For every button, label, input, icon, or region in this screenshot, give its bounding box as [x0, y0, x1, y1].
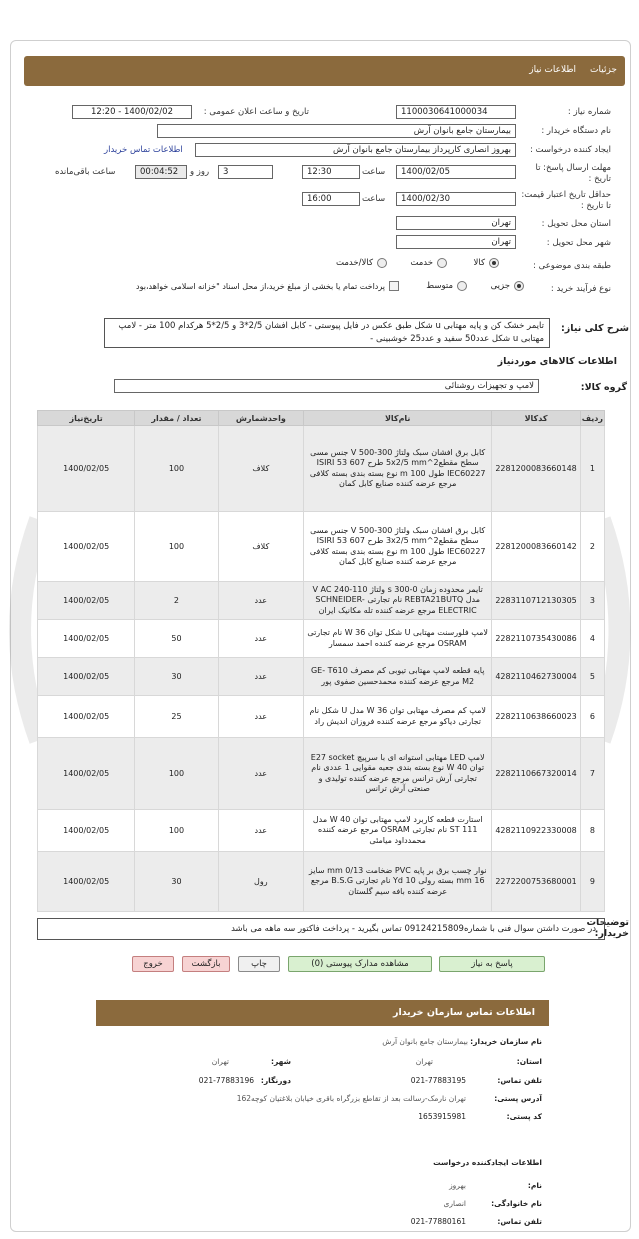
cell-qty: 25 [135, 696, 218, 738]
requester-label: ایجاد کننده درخواست : [529, 145, 611, 155]
radio-icon[interactable] [437, 258, 447, 268]
cell-code: 2281200083660148 [492, 426, 580, 512]
cell-name: کابل برق افشان سبک ولتاژ 300-500 V جنس مسی سطح مقطع5x2/5 mm^2 طرح 607 ISIRI 53 IEC60227 طول 100 m نوع بسته بندی بسته کلافی مرجع عرضه کننده صنایع کابل کمان [304, 426, 492, 512]
reply-time-label: ساعت [362, 167, 386, 177]
cell-unit: عدد [218, 738, 304, 810]
cat-goods-option[interactable]: کالا [474, 258, 499, 268]
cell-code: 4282110462730004 [492, 658, 580, 696]
cat-service-option[interactable]: خدمت [410, 258, 447, 268]
category-label: طبقه بندی موضوعی : [533, 261, 611, 271]
creator-phone-label: تلفن تماس: [497, 1217, 542, 1226]
cat-both-option[interactable]: کالا/خدمت [336, 258, 387, 268]
group-field: لامپ و تجهیزات روشنائی [114, 379, 539, 393]
cell-date: 1400/02/05 [38, 658, 135, 696]
creator-family-value: انصاری [443, 1199, 466, 1208]
cell-code: 2283110712130305 [492, 582, 580, 620]
items-table [37, 410, 605, 912]
proc-partial-option[interactable]: جزیی [491, 281, 524, 291]
cell-name: تایمر محدوده زمان 0-300 s ولتاژ 110-240 V AC مدل REBTA21BUTQ نام تجارتی SCHNEIDER- ELECTRIC مرجع عرضه کننده تله مکانیک ایران [304, 582, 492, 620]
table-row [38, 738, 605, 810]
creator-name-label: نام: [527, 1181, 542, 1190]
col-date: تاریخ‌نیاز [38, 411, 135, 426]
price-validity-label: حداقل تاریخ اعتبار قیمت: تا تاریخ : [521, 190, 611, 211]
cell-name: استارت قطعه کاربرد لامپ مهتابی توان 40 W مدل ST 111 نام تجارتی OSRAM مرجع عرضه کننده محمدداود میامئی [304, 810, 492, 852]
cell-unit: عدد [218, 658, 304, 696]
table-header-row [38, 411, 605, 426]
cell-date: 1400/02/05 [38, 512, 135, 582]
creator-phone-value: 021-77880161 [410, 1217, 466, 1226]
delivery-city-field: تهران [396, 235, 516, 249]
tab-need-info[interactable]: اطلاعات نیاز [529, 65, 577, 75]
col-qty: تعداد / مقدار [135, 411, 218, 426]
cell-unit: رول [218, 852, 304, 912]
attachments-button[interactable]: مشاهده مدارک پیوستی (0) [288, 956, 432, 972]
cell-name: پایه قطعه لامپ مهتابی تیوبی کم مصرف GE- T610 M2 مرجع عرضه کننده محمدحسین صفوی پور [304, 658, 492, 696]
cell-qty: 2 [135, 582, 218, 620]
payment-note-option[interactable]: پرداخت تمام یا بخشی از مبلغ خرید،از محل اسناد "خزانه اسلامی خواهد،بود [136, 281, 399, 291]
cell-name: نوار چسب برق بر پایه PVC ضخامت 0/13 mm سایز 16 mm بسته رولی 10 Yd نام تجارتی B.S.G مرجع عرضه کننده بافه سیم گلستان [304, 852, 492, 912]
cell-date: 1400/02/05 [38, 852, 135, 912]
top-nav-bar [24, 56, 625, 86]
col-row: ردیف [580, 411, 604, 426]
buyer-notes-box: در صورت داشتن سوال فنی با شماره09124215809 تماس بگیرید - پرداخت فاکتور سه ماهه می باشد [37, 918, 605, 940]
contact-province-label: استان: [516, 1057, 542, 1066]
print-button[interactable]: چاپ [238, 956, 280, 972]
cell-code: 2282110735430086 [492, 620, 580, 658]
cell-unit: کلاف [218, 426, 304, 512]
cell-row: 2 [580, 512, 604, 582]
cell-unit: کلاف [218, 512, 304, 582]
table-row [38, 696, 605, 738]
group-label: گروه کالا: [580, 382, 627, 393]
contact-org-value: بیمارستان جامع بانوان آرش [382, 1037, 468, 1046]
contact-address-label: آدرس پستی: [494, 1094, 542, 1103]
goods-info-title: اطلاعات کالاهای موردنیاز [497, 356, 617, 367]
contact-section-header: اطلاعات تماس سازمان خریدار [96, 1000, 549, 1026]
cell-code: 2281200083660142 [492, 512, 580, 582]
delivery-province-label: استان محل تحویل : [541, 219, 611, 229]
radio-icon[interactable] [514, 281, 524, 291]
remaining-time-field: 00:04:52 [135, 165, 187, 179]
remaining-label: ساعت باقی‌مانده [55, 167, 116, 177]
cell-row: 8 [580, 810, 604, 852]
cell-row: 7 [580, 738, 604, 810]
cell-date: 1400/02/05 [38, 810, 135, 852]
buyer-org-field: بیمارستان جامع بانوان آرش [157, 124, 516, 138]
cell-qty: 30 [135, 852, 218, 912]
cell-unit: عدد [218, 810, 304, 852]
cell-qty: 100 [135, 738, 218, 810]
table-row [38, 658, 605, 696]
reply-date-field: 1400/02/05 [396, 165, 516, 179]
cell-row: 1 [580, 426, 604, 512]
cell-date: 1400/02/05 [38, 426, 135, 512]
radio-icon[interactable] [457, 281, 467, 291]
cell-date: 1400/02/05 [38, 696, 135, 738]
cell-name: لامپ کم مصرف مهتابی توان 36 W مدل U شکل نام تجارتی دیاکو مرجع عرضه کننده فروزان اندیش راد [304, 696, 492, 738]
table-row [38, 582, 605, 620]
cell-date: 1400/02/05 [38, 738, 135, 810]
exit-button[interactable]: خروج [132, 956, 174, 972]
back-button[interactable]: بازگشت [182, 956, 230, 972]
cell-qty: 100 [135, 426, 218, 512]
col-code: کدکالا [492, 411, 580, 426]
creator-name-value: بهروز [449, 1181, 466, 1190]
creator-family-label: نام خانوادگی: [491, 1199, 542, 1208]
announce-field: 1400/02/02 - 12:20 [72, 105, 192, 119]
creator-title: اطلاعات ایجادکننده درخواست [433, 1158, 542, 1167]
reply-button[interactable]: پاسخ به نیاز [439, 956, 545, 972]
contact-postal-label: کد پستی: [506, 1112, 542, 1121]
col-name: نام‌کالا [304, 411, 492, 426]
cell-row: 4 [580, 620, 604, 658]
checkbox-icon[interactable] [389, 281, 399, 291]
cell-date: 1400/02/05 [38, 620, 135, 658]
cell-name: لامپ فلورسنت مهتابی U شکل توان 36 W نام تجارتی OSRAM مرجع عرضه کننده احمد سمسار [304, 620, 492, 658]
col-unit: واحدشمارش [218, 411, 304, 426]
need-number-label: شماره نیاز : [567, 107, 611, 117]
contact-address-value: تهران نارمک-رسالت بعد از تقاطع بزرگراه باقری خیابان بلاغتیان کوچه162 [236, 1094, 466, 1103]
cell-row: 3 [580, 582, 604, 620]
cell-row: 9 [580, 852, 604, 912]
cell-row: 5 [580, 658, 604, 696]
cell-code: 2282110667320014 [492, 738, 580, 810]
cell-name: لامپ LED مهتابی استوانه ای با سرپیچ E27 socket توان 40 W نوع بسته بندی جعبه مقوایی 1 عددی نام تجارتی آرش ترانس مرجع عرضه کننده تولیدی و صنعتی آرش ترانس [304, 738, 492, 810]
contact-phone-label: تلفن تماس: [497, 1076, 542, 1085]
process-label: نوع فرآیند خرید : [550, 284, 611, 294]
cell-code: 2272200753680001 [492, 852, 580, 912]
cell-qty: 50 [135, 620, 218, 658]
buyer-org-label: نام دستگاه خریدار : [541, 126, 611, 136]
buyer-contact-link[interactable]: اطلاعات تماس خریدار [104, 145, 183, 155]
price-time-field: 16:00 [302, 192, 360, 206]
price-time-label: ساعت [362, 194, 386, 204]
cell-qty: 100 [135, 512, 218, 582]
delivery-city-label: شهر محل تحویل : [546, 238, 611, 248]
buyer-notes-label: توضیحات خریدار: [586, 917, 629, 939]
cell-name: کابل برق افشان سبک ولتاژ 300-500 V جنس مسی سطح مقطع3x2/5 mm^2 طرح 607 ISIRI 53 IEC60227 طول 100 m نوع بسته بندی بسته کلافی مرجع عرضه کننده صنایع کابل کمان [304, 512, 492, 582]
cell-qty: 30 [135, 658, 218, 696]
requester-field: بهروز انصاری کارپرداز بیمارستان جامع بانوان آرش [195, 143, 516, 157]
cell-unit: عدد [218, 696, 304, 738]
tab-details[interactable]: جزئیات [590, 65, 617, 75]
contact-city-value: تهران [211, 1057, 229, 1066]
cell-code: 4282110922330008 [492, 810, 580, 852]
cell-date: 1400/02/05 [38, 582, 135, 620]
table-row [38, 426, 605, 512]
contact-city-label: شهر: [271, 1057, 291, 1066]
cell-unit: عدد [218, 620, 304, 658]
cell-row: 6 [580, 696, 604, 738]
contact-fax-value: 021-77883196 [198, 1076, 254, 1085]
table-row [38, 512, 605, 582]
contact-province-value: تهران [415, 1057, 433, 1066]
contact-fax-label: دورنگار: [260, 1076, 291, 1085]
need-desc-label: شرح کلی نیاز: [560, 323, 629, 334]
contact-postal-value: 1653915981 [418, 1112, 466, 1121]
contact-org-label: نام سازمان خریدار: [470, 1037, 542, 1046]
days-field: 3 [218, 165, 273, 179]
cell-code: 2282110638660023 [492, 696, 580, 738]
reply-time-field: 12:30 [302, 165, 360, 179]
radio-icon[interactable] [489, 258, 499, 268]
proc-medium-option[interactable]: متوسط [426, 281, 467, 291]
days-label: روز و [190, 167, 210, 177]
radio-icon[interactable] [377, 258, 387, 268]
table-row [38, 620, 605, 658]
need-desc-box: تایمر خشک کن و پایه مهتابی u شکل طبق عکس در فایل پیوستی - کابل افشان 2/5*3 و 2/5*5 هرکدام 100 متر - لامپ مهتابی u شکل عدد50 سفید و عدد25 خوشبینی - [104, 318, 550, 348]
cell-unit: عدد [218, 582, 304, 620]
price-date-field: 1400/02/30 [396, 192, 516, 206]
need-number-field: 1100030641000034 [396, 105, 516, 119]
delivery-province-field: تهران [396, 216, 516, 230]
reply-deadline-label: مهلت ارسال پاسخ: تا تاریخ : [535, 163, 611, 184]
cell-qty: 100 [135, 810, 218, 852]
announce-label: تاریخ و ساعت اعلان عمومی : [203, 107, 309, 117]
table-row [38, 810, 605, 852]
table-row [38, 852, 605, 912]
contact-phone-value: 021-77883195 [410, 1076, 466, 1085]
